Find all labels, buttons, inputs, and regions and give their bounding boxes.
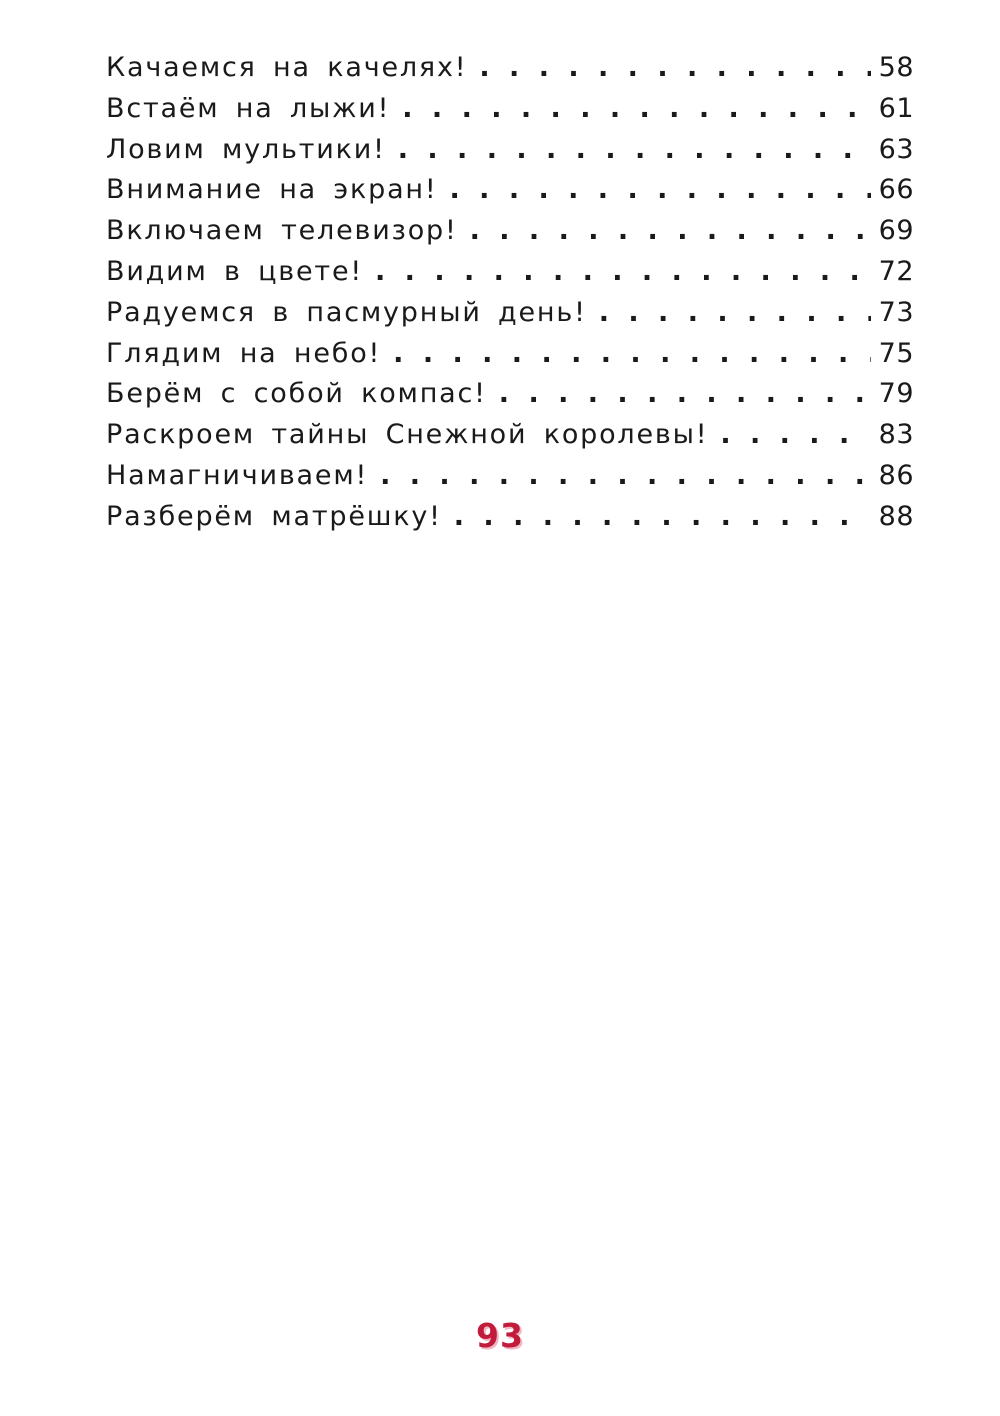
toc-dot-leader [380,460,871,491]
toc-entry-page: 66 [878,174,914,206]
toc-entry-page: 88 [878,500,914,532]
toc-entry-page: 79 [878,378,914,410]
toc-entry[interactable] [106,460,914,501]
toc-entry-title: Радуемся в пасмурный день! [106,296,587,328]
toc-entry-title: Раскроем тайны Снежной королевы! [106,419,709,451]
toc-dot-leader [450,174,871,205]
toc-entry[interactable] [106,378,914,419]
toc-entry-page: 63 [878,133,914,165]
toc-entry[interactable] [106,174,914,215]
toc-entry-page: 83 [878,419,914,451]
toc-dot-leader [479,52,870,83]
toc-dot-leader [720,419,870,450]
toc-entry-page: 61 [878,92,914,124]
toc-entry-title: Включаем телевизор! [106,215,458,247]
toc-entry-title: Глядим на небо! [106,337,382,369]
toc-entry-page: 69 [878,215,914,247]
toc-entry-title: Внимание на экран! [106,174,438,206]
toc-entry[interactable] [106,419,914,460]
toc-entry-page: 72 [878,255,914,287]
toc-dot-leader [470,215,871,246]
toc-entry-title: Встаём на лыжи! [106,92,391,124]
toc-entry[interactable] [106,501,914,542]
toc-entry[interactable] [106,297,914,338]
table-of-contents [106,52,914,542]
toc-entry-title: Качаемся на качелях! [106,52,468,83]
toc-dot-leader [398,134,871,165]
toc-entry[interactable] [106,256,914,297]
toc-dot-leader [393,338,870,369]
toc-dot-leader [375,256,871,287]
toc-entry[interactable] [106,93,914,134]
toc-entry[interactable] [106,215,914,256]
page-number: 93 [476,1316,524,1355]
toc-entry-title: Видим в цвете! [106,255,363,287]
toc-entry[interactable] [106,338,914,379]
toc-entry-page: 73 [878,296,914,328]
toc-entry-title: Ловим мультики! [106,133,386,165]
toc-entry[interactable] [106,52,914,93]
toc-dot-leader [454,501,871,532]
toc-dot-leader [499,378,871,409]
toc-entry-page: 86 [878,459,914,491]
toc-entry-title: Разберём матрёшку! [106,500,442,532]
toc-dot-leader [599,297,871,328]
toc-entry-title: Намагничиваем! [106,459,369,491]
toc-entry-page: 58 [878,52,914,83]
toc-entry-title: Берём с собой компас! [106,378,487,410]
toc-entry[interactable] [106,134,914,175]
toc-entry-page: 75 [878,337,914,369]
toc-dot-leader [402,93,870,124]
